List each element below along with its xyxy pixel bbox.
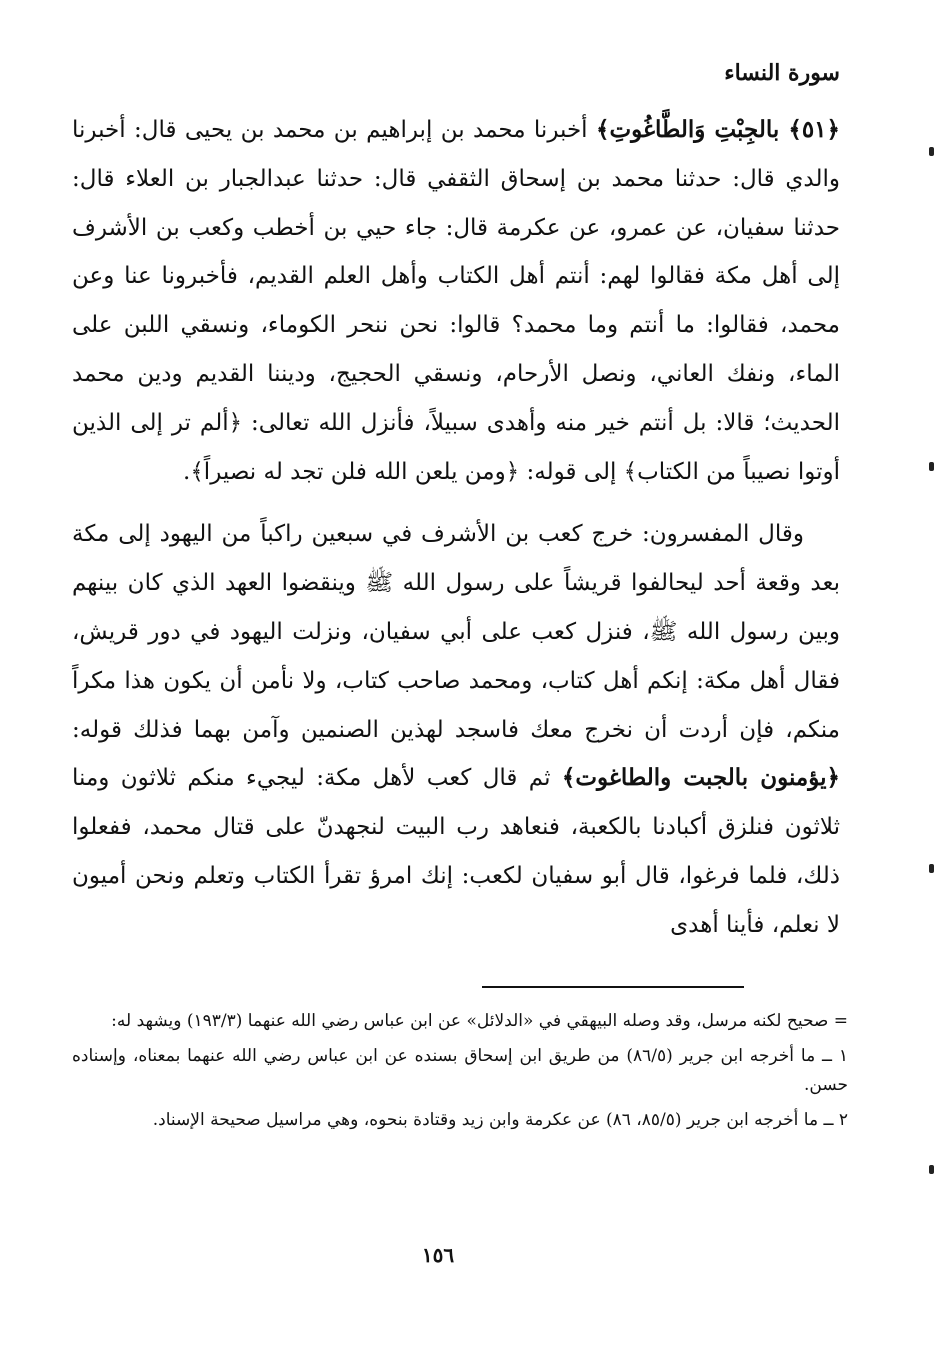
paragraph-2-text-after: ثم قال كعب لأهل مكة: ليجيء منكم ثلاثون ومنا ثلاثون فنلزق أكبادنا بالكعبة، فنعاهد رب البيت لنجهدنّ على قتال محمد، ففعلوا ذلك، فلما فرغوا، قال أبو سفيان لكعب: إنك امرؤ تقرأ الكتاب وتعلم ونحن أميون لا نعلم، فأينا أهدى bbox=[72, 765, 841, 938]
footnote-item-2: ٢ ــ ما أخرجه ابن جرير (٨٥/٥، ٨٦) عن عكرمة وابن زيد وقتادة بنحوه، وهي مراسيل صحيحة الإسناد. bbox=[152, 1110, 848, 1130]
footnote-divider bbox=[482, 986, 744, 988]
paragraph-1-text: أخبرنا محمد بن إبراهيم بن محمد بن يحيى قال: أخبرنا والدي قال: حدثنا محمد بن إسحاق الثقفي قال: حدثنا عبدالجبار بن العلاء قال: حدثنا سفيان، عن عمرو، عن عكرمة قال: جاء حيي بن أخطب وكعب بن الأشرف إلى أهل مكة فقالوا لهم: أنتم أهل الكتاب وأهل العلم القديم، فأخبرونا عنا وعن محمد، فقالوا: ما أنتم وما محمد؟ قالوا: نحن ننحر الكوماء، ونسقي اللبن على الماء، ونفك العاني، ونصل الأرحام، ونسقي الحجيج، وديننا القديم ودين محمد الحديث؛ قالا: بل أنتم خير منه وأهدى سبيلاً، فأنزل الله تعالى: ﴿ألم تر إلى الذين أوتوا نصيباً من الكتاب﴾ إلى قوله: ﴿ومن يلعن الله فلن تجد له نصيراً﴾. bbox=[72, 117, 840, 485]
verse-reference: ﴿٥١﴾ بالجِبْتِ وَالطَّاغُوتِ﴾ bbox=[595, 116, 841, 143]
main-text bbox=[72, 106, 840, 950]
surah-title: سورة النساء bbox=[724, 60, 840, 86]
verse-quote: ﴿يؤمنون بالجبت والطاغوت﴾ bbox=[561, 764, 841, 792]
paragraph-1 bbox=[72, 106, 840, 496]
footnote-item-1: ١ ــ ما أخرجه ابن جرير (٨٦/٥) من طريق ابن إسحاق بسنده عن ابن عباس رضي الله عنهما بمعناه، وإسناده حسن. bbox=[72, 1046, 849, 1095]
paragraph-2-text-before: وقال المفسرون: خرج كعب بن الأشرف في سبعين راكباً من اليهود إلى مكة بعد وقعة أحد ليحالفوا قريشاً على رسول الله ﷺ وينقضوا العهد الذي كان بينهم وبين رسول الله ﷺ، فنزل كعب على أبي سفيان، ونزلت اليهود في دور قريش، فقال أهل مكة: إنكم أهل كتاب، ومحمد صاحب كتاب، ولا نأمن أن يكون هذا مكراً منكم، فإن أردت أن نخرج معك فاسجد لهذين الصنمين وآمن بهما فذلك قوله: bbox=[72, 521, 840, 743]
scan-mark bbox=[929, 147, 934, 156]
page-number: ١٥٦ bbox=[421, 1243, 455, 1267]
footnote-continuation: = صحيح لكنه مرسل، وقد وصله البيهقي في «الدلائل» عن ابن عباس رضي الله عنهما (١٩٣/٣) ويشهد له: bbox=[111, 1011, 848, 1031]
footnotes bbox=[72, 1007, 848, 1141]
scan-mark bbox=[929, 864, 934, 873]
paragraph-2 bbox=[72, 510, 840, 949]
scan-mark bbox=[929, 1165, 934, 1174]
scan-mark bbox=[929, 462, 934, 471]
